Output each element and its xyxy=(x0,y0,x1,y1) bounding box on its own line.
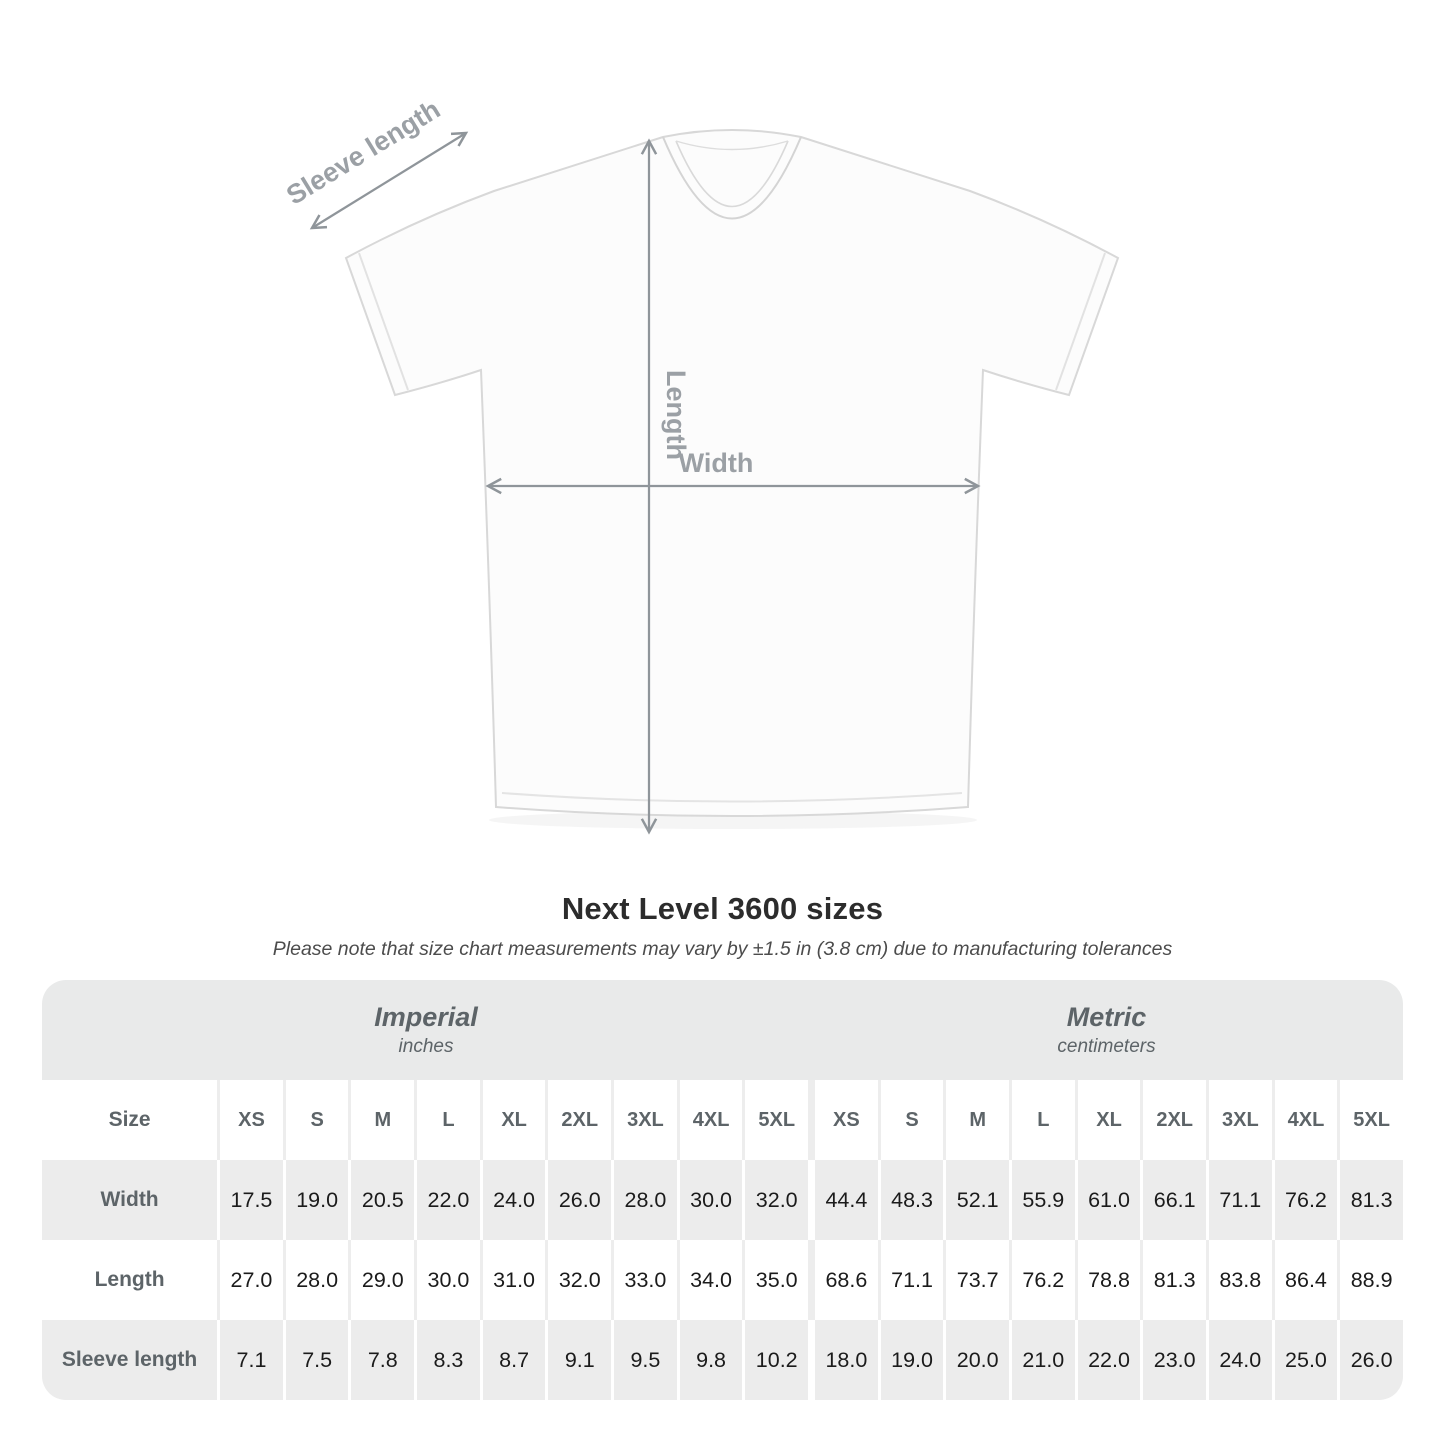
size-col-header: S xyxy=(283,1080,349,1160)
row-label: Sleeve length xyxy=(61,1348,198,1371)
table-cell: 7.8 xyxy=(348,1320,414,1400)
metric-group-header xyxy=(810,980,1403,1080)
size-col-header: L xyxy=(1009,1080,1075,1160)
table-cell: 30.0 xyxy=(677,1160,743,1240)
size-col-header: M xyxy=(943,1080,1009,1160)
row-label: Width xyxy=(100,1188,159,1211)
table-cell: 35.0 xyxy=(742,1240,808,1320)
size-col-header: XL xyxy=(1075,1080,1141,1160)
table-cell: 76.2 xyxy=(1009,1240,1075,1320)
table-cell: 9.1 xyxy=(545,1320,611,1400)
table-cell: 32.0 xyxy=(742,1160,808,1240)
page-title: Next Level 3600 sizes xyxy=(561,891,884,926)
tolerance-note: Please note that size chart measurements may vary by ±1.5 in (3.8 cm) due to manufacturing tolerances xyxy=(272,938,1173,960)
table-cell: 9.5 xyxy=(611,1320,677,1400)
table-cell: 26.0 xyxy=(545,1160,611,1240)
table-cell: 71.1 xyxy=(878,1240,944,1320)
table-cell: 68.6 xyxy=(808,1240,878,1320)
size-col-header: 5XL xyxy=(1337,1080,1403,1160)
table-cell: 28.0 xyxy=(611,1160,677,1240)
table-cell: 7.5 xyxy=(283,1320,349,1400)
table-cell: 88.9 xyxy=(1337,1240,1403,1320)
table-cell: 24.0 xyxy=(1206,1320,1272,1400)
size-col-header: XS xyxy=(217,1080,283,1160)
table-cell: 48.3 xyxy=(878,1160,944,1240)
table-cell: 28.0 xyxy=(283,1240,349,1320)
imperial-group-header xyxy=(42,980,810,1080)
size-col-header: 4XL xyxy=(677,1080,743,1160)
table-cell: 86.4 xyxy=(1272,1240,1338,1320)
table-cell: 10.2 xyxy=(742,1320,808,1400)
table-cell: 83.8 xyxy=(1206,1240,1272,1320)
table-cell: 21.0 xyxy=(1009,1320,1075,1400)
table-cell: 76.2 xyxy=(1272,1160,1338,1240)
size-table xyxy=(42,980,1403,1400)
table-cell: 19.0 xyxy=(878,1320,944,1400)
table-cell: 78.8 xyxy=(1075,1240,1141,1320)
size-col-header: 5XL xyxy=(742,1080,808,1160)
size-col-header: 3XL xyxy=(1206,1080,1272,1160)
table-cell: 22.0 xyxy=(1075,1320,1141,1400)
table-cell: 27.0 xyxy=(217,1240,283,1320)
table-cell: 22.0 xyxy=(414,1160,480,1240)
table-cell: 9.8 xyxy=(677,1320,743,1400)
metric-group-unit: centimeters xyxy=(1057,1036,1156,1057)
table-cell: 18.0 xyxy=(808,1320,878,1400)
size-col-header: 4XL xyxy=(1272,1080,1338,1160)
table-cell: 19.0 xyxy=(283,1160,349,1240)
sleeve-length-arrow-label: Sleeve length xyxy=(281,94,446,211)
table-cell: 52.1 xyxy=(943,1160,1009,1240)
width-arrow-label: Width xyxy=(678,448,754,478)
table-cell: 8.7 xyxy=(480,1320,546,1400)
length-arrow-label: Length xyxy=(661,370,691,460)
table-cell: 71.1 xyxy=(1206,1160,1272,1240)
table-cell: 26.0 xyxy=(1337,1320,1403,1400)
table-cell: 8.3 xyxy=(414,1320,480,1400)
table-cell: 24.0 xyxy=(480,1160,546,1240)
metric-group-title: Metric xyxy=(1066,1002,1147,1032)
size-row-label: Size xyxy=(108,1108,151,1131)
table-cell: 17.5 xyxy=(217,1160,283,1240)
table-cell: 7.1 xyxy=(217,1320,283,1400)
table-cell: 31.0 xyxy=(480,1240,546,1320)
size-col-header: 2XL xyxy=(545,1080,611,1160)
table-cell: 30.0 xyxy=(414,1240,480,1320)
row-label: Length xyxy=(94,1268,165,1291)
size-col-header: L xyxy=(414,1080,480,1160)
table-cell: 81.3 xyxy=(1140,1240,1206,1320)
unit-group-header xyxy=(42,980,1403,1080)
size-col-header: XS xyxy=(808,1080,878,1160)
size-header-row xyxy=(42,1080,1403,1160)
size-col-header: M xyxy=(348,1080,414,1160)
table-cell: 44.4 xyxy=(808,1160,878,1240)
size-col-header: S xyxy=(878,1080,944,1160)
table-row-sleeve-length xyxy=(42,1320,1403,1400)
table-row-width xyxy=(42,1160,1403,1240)
table-cell: 66.1 xyxy=(1140,1160,1206,1240)
table-cell: 23.0 xyxy=(1140,1320,1206,1400)
table-cell: 20.0 xyxy=(943,1320,1009,1400)
table-row-length xyxy=(42,1240,1403,1320)
size-col-header: 2XL xyxy=(1140,1080,1206,1160)
table-cell: 32.0 xyxy=(545,1240,611,1320)
imperial-group-unit: inches xyxy=(398,1036,454,1057)
table-cell: 61.0 xyxy=(1075,1160,1141,1240)
table-cell: 81.3 xyxy=(1337,1160,1403,1240)
size-col-header: XL xyxy=(480,1080,546,1160)
table-cell: 33.0 xyxy=(611,1240,677,1320)
table-cell: 25.0 xyxy=(1272,1320,1338,1400)
table-cell: 29.0 xyxy=(348,1240,414,1320)
table-cell: 73.7 xyxy=(943,1240,1009,1320)
table-cell: 55.9 xyxy=(1009,1160,1075,1240)
size-col-header: 3XL xyxy=(611,1080,677,1160)
imperial-group-title: Imperial xyxy=(374,1002,478,1032)
table-cell: 34.0 xyxy=(677,1240,743,1320)
table-cell: 20.5 xyxy=(348,1160,414,1240)
